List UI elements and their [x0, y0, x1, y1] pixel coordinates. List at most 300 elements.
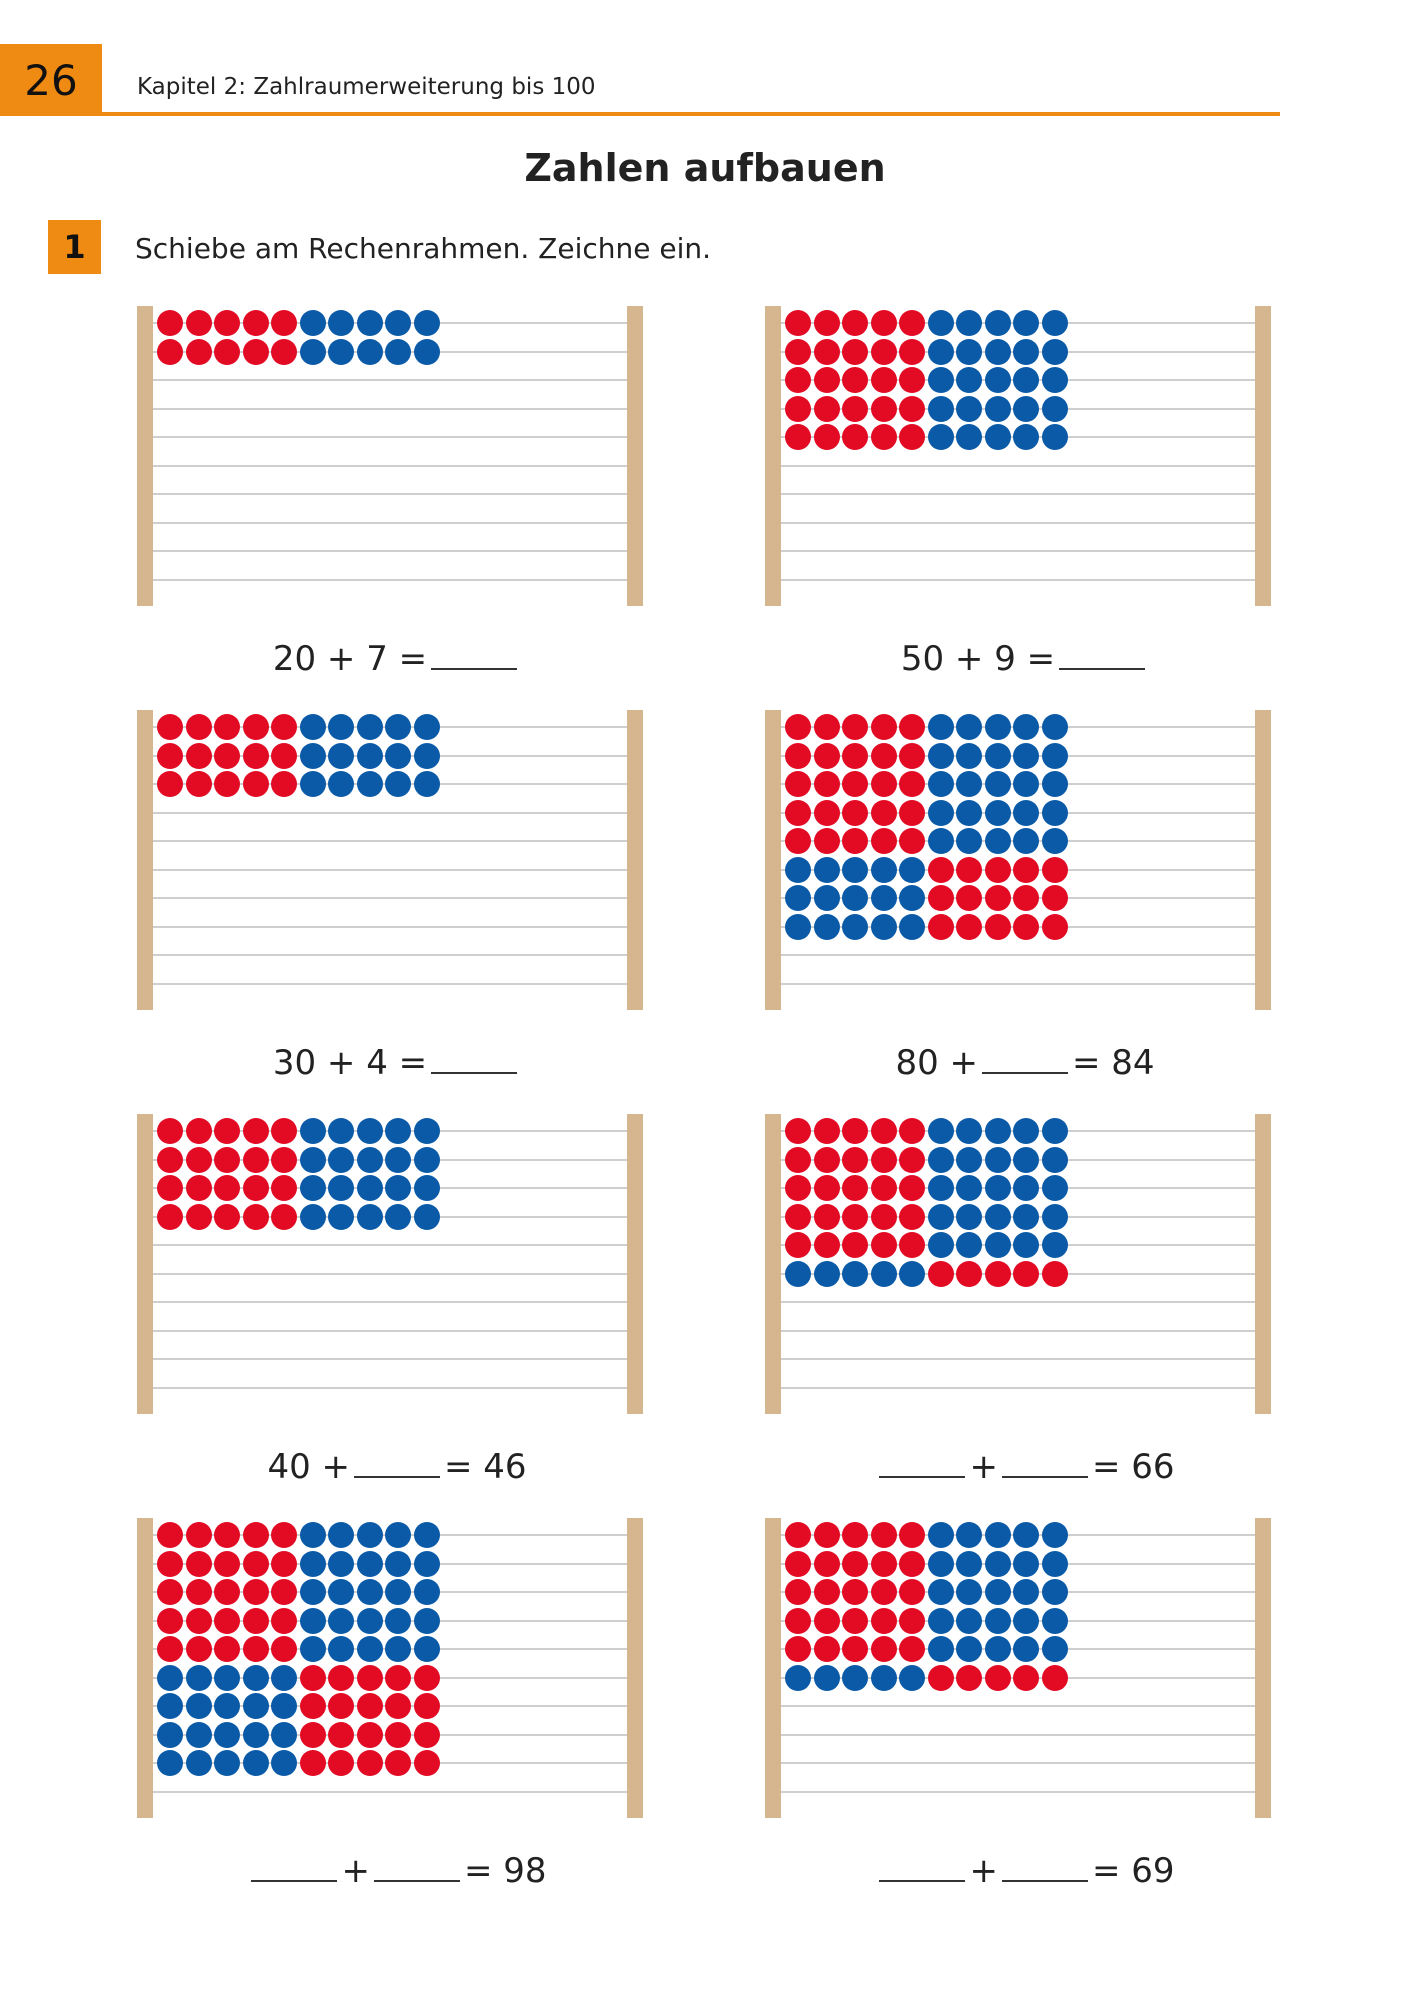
red-bead[interactable] — [1013, 1261, 1039, 1287]
blue-bead[interactable] — [1013, 828, 1039, 854]
blue-bead[interactable] — [928, 310, 954, 336]
blue-bead[interactable] — [186, 1722, 212, 1748]
answer-blank[interactable] — [374, 1850, 460, 1882]
blue-bead[interactable] — [956, 1636, 982, 1662]
blue-bead[interactable] — [300, 1118, 326, 1144]
blue-bead[interactable] — [871, 885, 897, 911]
red-bead[interactable] — [157, 1175, 183, 1201]
blue-bead[interactable] — [1013, 1175, 1039, 1201]
blue-bead[interactable] — [414, 1551, 440, 1577]
red-bead[interactable] — [842, 1579, 868, 1605]
red-bead[interactable] — [785, 1636, 811, 1662]
blue-bead[interactable] — [928, 1608, 954, 1634]
blue-bead[interactable] — [1042, 367, 1068, 393]
red-bead[interactable] — [186, 1147, 212, 1173]
answer-blank[interactable] — [354, 1446, 440, 1478]
red-bead[interactable] — [357, 1693, 383, 1719]
red-bead[interactable] — [871, 424, 897, 450]
red-bead[interactable] — [871, 1175, 897, 1201]
red-bead[interactable] — [985, 1261, 1011, 1287]
red-bead[interactable] — [186, 1118, 212, 1144]
red-bead[interactable] — [1013, 885, 1039, 911]
blue-bead[interactable] — [328, 1608, 354, 1634]
blue-bead[interactable] — [1042, 310, 1068, 336]
red-bead[interactable] — [842, 424, 868, 450]
blue-bead[interactable] — [842, 885, 868, 911]
blue-bead[interactable] — [985, 424, 1011, 450]
red-bead[interactable] — [357, 1722, 383, 1748]
blue-bead[interactable] — [928, 396, 954, 422]
red-bead[interactable] — [271, 1118, 297, 1144]
blue-bead[interactable] — [328, 1118, 354, 1144]
blue-bead[interactable] — [328, 339, 354, 365]
blue-bead[interactable] — [328, 1636, 354, 1662]
blue-bead[interactable] — [928, 424, 954, 450]
red-bead[interactable] — [1042, 1665, 1068, 1691]
blue-bead[interactable] — [1013, 1551, 1039, 1577]
blue-bead[interactable] — [956, 743, 982, 769]
blue-bead[interactable] — [1013, 771, 1039, 797]
blue-bead[interactable] — [985, 1522, 1011, 1548]
red-bead[interactable] — [785, 424, 811, 450]
blue-bead[interactable] — [271, 1750, 297, 1776]
red-bead[interactable] — [785, 1232, 811, 1258]
red-bead[interactable] — [785, 1579, 811, 1605]
blue-bead[interactable] — [928, 367, 954, 393]
blue-bead[interactable] — [414, 1608, 440, 1634]
red-bead[interactable] — [899, 367, 925, 393]
blue-bead[interactable] — [328, 743, 354, 769]
blue-bead[interactable] — [956, 828, 982, 854]
red-bead[interactable] — [814, 367, 840, 393]
red-bead[interactable] — [842, 310, 868, 336]
blue-bead[interactable] — [928, 339, 954, 365]
answer-blank[interactable] — [879, 1850, 965, 1882]
red-bead[interactable] — [785, 310, 811, 336]
blue-bead[interactable] — [385, 1551, 411, 1577]
red-bead[interactable] — [385, 1722, 411, 1748]
blue-bead[interactable] — [1013, 743, 1039, 769]
red-bead[interactable] — [956, 885, 982, 911]
red-bead[interactable] — [271, 1175, 297, 1201]
blue-bead[interactable] — [1042, 714, 1068, 740]
red-bead[interactable] — [300, 1665, 326, 1691]
red-bead[interactable] — [157, 1147, 183, 1173]
blue-bead[interactable] — [1042, 1147, 1068, 1173]
red-bead[interactable] — [1042, 914, 1068, 940]
red-bead[interactable] — [871, 396, 897, 422]
red-bead[interactable] — [842, 1636, 868, 1662]
blue-bead[interactable] — [300, 1608, 326, 1634]
blue-bead[interactable] — [300, 339, 326, 365]
red-bead[interactable] — [157, 1551, 183, 1577]
blue-bead[interactable] — [985, 310, 1011, 336]
red-bead[interactable] — [414, 1665, 440, 1691]
red-bead[interactable] — [899, 828, 925, 854]
red-bead[interactable] — [157, 743, 183, 769]
red-bead[interactable] — [985, 1665, 1011, 1691]
blue-bead[interactable] — [814, 857, 840, 883]
blue-bead[interactable] — [956, 800, 982, 826]
red-bead[interactable] — [814, 828, 840, 854]
red-bead[interactable] — [271, 771, 297, 797]
blue-bead[interactable] — [928, 743, 954, 769]
blue-bead[interactable] — [842, 1665, 868, 1691]
red-bead[interactable] — [157, 714, 183, 740]
blue-bead[interactable] — [1013, 1232, 1039, 1258]
blue-bead[interactable] — [956, 424, 982, 450]
blue-bead[interactable] — [1013, 800, 1039, 826]
blue-bead[interactable] — [243, 1693, 269, 1719]
blue-bead[interactable] — [956, 1551, 982, 1577]
red-bead[interactable] — [842, 1232, 868, 1258]
blue-bead[interactable] — [385, 714, 411, 740]
blue-bead[interactable] — [985, 1118, 1011, 1144]
blue-bead[interactable] — [1013, 367, 1039, 393]
red-bead[interactable] — [186, 1608, 212, 1634]
blue-bead[interactable] — [214, 1750, 240, 1776]
blue-bead[interactable] — [928, 1118, 954, 1144]
red-bead[interactable] — [814, 339, 840, 365]
red-bead[interactable] — [271, 310, 297, 336]
red-bead[interactable] — [871, 714, 897, 740]
red-bead[interactable] — [899, 1232, 925, 1258]
red-bead[interactable] — [814, 1522, 840, 1548]
red-bead[interactable] — [186, 771, 212, 797]
red-bead[interactable] — [243, 1175, 269, 1201]
red-bead[interactable] — [814, 1608, 840, 1634]
red-bead[interactable] — [842, 1608, 868, 1634]
abacus-2[interactable] — [765, 306, 1285, 606]
red-bead[interactable] — [243, 714, 269, 740]
red-bead[interactable] — [899, 1147, 925, 1173]
red-bead[interactable] — [842, 828, 868, 854]
blue-bead[interactable] — [385, 1118, 411, 1144]
red-bead[interactable] — [842, 1204, 868, 1230]
blue-bead[interactable] — [328, 1204, 354, 1230]
blue-bead[interactable] — [357, 339, 383, 365]
red-bead[interactable] — [785, 396, 811, 422]
blue-bead[interactable] — [1013, 339, 1039, 365]
blue-bead[interactable] — [328, 771, 354, 797]
red-bead[interactable] — [871, 1204, 897, 1230]
red-bead[interactable] — [842, 339, 868, 365]
blue-bead[interactable] — [785, 914, 811, 940]
blue-bead[interactable] — [956, 367, 982, 393]
blue-bead[interactable] — [385, 1608, 411, 1634]
blue-bead[interactable] — [956, 339, 982, 365]
blue-bead[interactable] — [928, 771, 954, 797]
red-bead[interactable] — [928, 1261, 954, 1287]
red-bead[interactable] — [956, 914, 982, 940]
blue-bead[interactable] — [157, 1665, 183, 1691]
blue-bead[interactable] — [357, 1118, 383, 1144]
red-bead[interactable] — [385, 1750, 411, 1776]
red-bead[interactable] — [842, 714, 868, 740]
red-bead[interactable] — [814, 310, 840, 336]
blue-bead[interactable] — [985, 1551, 1011, 1577]
blue-bead[interactable] — [271, 1722, 297, 1748]
answer-blank[interactable] — [879, 1446, 965, 1478]
red-bead[interactable] — [871, 367, 897, 393]
blue-bead[interactable] — [357, 1608, 383, 1634]
blue-bead[interactable] — [357, 1522, 383, 1548]
answer-blank[interactable] — [431, 638, 517, 670]
blue-bead[interactable] — [985, 743, 1011, 769]
blue-bead[interactable] — [414, 310, 440, 336]
blue-bead[interactable] — [928, 1147, 954, 1173]
red-bead[interactable] — [842, 1522, 868, 1548]
blue-bead[interactable] — [985, 771, 1011, 797]
red-bead[interactable] — [814, 1175, 840, 1201]
red-bead[interactable] — [842, 1551, 868, 1577]
blue-bead[interactable] — [899, 885, 925, 911]
red-bead[interactable] — [814, 771, 840, 797]
blue-bead[interactable] — [414, 1636, 440, 1662]
blue-bead[interactable] — [1013, 714, 1039, 740]
blue-bead[interactable] — [814, 914, 840, 940]
red-bead[interactable] — [271, 1608, 297, 1634]
blue-bead[interactable] — [157, 1750, 183, 1776]
red-bead[interactable] — [899, 1204, 925, 1230]
red-bead[interactable] — [357, 1750, 383, 1776]
blue-bead[interactable] — [985, 1579, 1011, 1605]
red-bead[interactable] — [785, 714, 811, 740]
blue-bead[interactable] — [271, 1665, 297, 1691]
red-bead[interactable] — [785, 339, 811, 365]
blue-bead[interactable] — [1042, 800, 1068, 826]
red-bead[interactable] — [214, 310, 240, 336]
blue-bead[interactable] — [300, 1204, 326, 1230]
answer-blank[interactable] — [1002, 1850, 1088, 1882]
blue-bead[interactable] — [1042, 339, 1068, 365]
red-bead[interactable] — [871, 771, 897, 797]
blue-bead[interactable] — [928, 1204, 954, 1230]
abacus-4[interactable] — [765, 710, 1285, 1010]
blue-bead[interactable] — [300, 1147, 326, 1173]
blue-bead[interactable] — [814, 885, 840, 911]
blue-bead[interactable] — [956, 771, 982, 797]
blue-bead[interactable] — [214, 1693, 240, 1719]
blue-bead[interactable] — [928, 800, 954, 826]
blue-bead[interactable] — [842, 1261, 868, 1287]
blue-bead[interactable] — [1013, 1579, 1039, 1605]
blue-bead[interactable] — [300, 1551, 326, 1577]
blue-bead[interactable] — [985, 367, 1011, 393]
blue-bead[interactable] — [1013, 1204, 1039, 1230]
blue-bead[interactable] — [842, 857, 868, 883]
blue-bead[interactable] — [1042, 1204, 1068, 1230]
blue-bead[interactable] — [985, 1147, 1011, 1173]
red-bead[interactable] — [214, 1204, 240, 1230]
blue-bead[interactable] — [157, 1693, 183, 1719]
red-bead[interactable] — [214, 771, 240, 797]
red-bead[interactable] — [785, 1608, 811, 1634]
red-bead[interactable] — [414, 1722, 440, 1748]
blue-bead[interactable] — [842, 914, 868, 940]
red-bead[interactable] — [842, 771, 868, 797]
red-bead[interactable] — [271, 1147, 297, 1173]
red-bead[interactable] — [271, 339, 297, 365]
red-bead[interactable] — [357, 1665, 383, 1691]
answer-blank[interactable] — [251, 1850, 337, 1882]
abacus-7[interactable] — [137, 1518, 657, 1818]
red-bead[interactable] — [814, 1118, 840, 1144]
red-bead[interactable] — [985, 885, 1011, 911]
blue-bead[interactable] — [928, 1522, 954, 1548]
red-bead[interactable] — [842, 396, 868, 422]
blue-bead[interactable] — [785, 1261, 811, 1287]
blue-bead[interactable] — [186, 1665, 212, 1691]
blue-bead[interactable] — [1013, 1147, 1039, 1173]
red-bead[interactable] — [785, 1175, 811, 1201]
blue-bead[interactable] — [414, 743, 440, 769]
blue-bead[interactable] — [1042, 1522, 1068, 1548]
blue-bead[interactable] — [956, 1175, 982, 1201]
blue-bead[interactable] — [956, 1522, 982, 1548]
blue-bead[interactable] — [956, 1232, 982, 1258]
red-bead[interactable] — [271, 1204, 297, 1230]
red-bead[interactable] — [414, 1693, 440, 1719]
blue-bead[interactable] — [357, 1175, 383, 1201]
blue-bead[interactable] — [385, 1147, 411, 1173]
blue-bead[interactable] — [385, 771, 411, 797]
red-bead[interactable] — [928, 914, 954, 940]
blue-bead[interactable] — [1042, 1232, 1068, 1258]
blue-bead[interactable] — [814, 1665, 840, 1691]
red-bead[interactable] — [214, 1551, 240, 1577]
red-bead[interactable] — [157, 771, 183, 797]
blue-bead[interactable] — [1013, 1608, 1039, 1634]
red-bead[interactable] — [899, 743, 925, 769]
red-bead[interactable] — [785, 1147, 811, 1173]
blue-bead[interactable] — [985, 396, 1011, 422]
blue-bead[interactable] — [328, 1579, 354, 1605]
blue-bead[interactable] — [385, 310, 411, 336]
red-bead[interactable] — [899, 1175, 925, 1201]
blue-bead[interactable] — [899, 1665, 925, 1691]
red-bead[interactable] — [271, 1636, 297, 1662]
blue-bead[interactable] — [899, 857, 925, 883]
red-bead[interactable] — [871, 339, 897, 365]
blue-bead[interactable] — [414, 339, 440, 365]
blue-bead[interactable] — [928, 1579, 954, 1605]
blue-bead[interactable] — [956, 714, 982, 740]
red-bead[interactable] — [186, 1551, 212, 1577]
red-bead[interactable] — [899, 339, 925, 365]
blue-bead[interactable] — [956, 1204, 982, 1230]
blue-bead[interactable] — [956, 1147, 982, 1173]
blue-bead[interactable] — [300, 1636, 326, 1662]
blue-bead[interactable] — [300, 1522, 326, 1548]
answer-blank[interactable] — [431, 1042, 517, 1074]
blue-bead[interactable] — [871, 1665, 897, 1691]
red-bead[interactable] — [814, 800, 840, 826]
red-bead[interactable] — [899, 800, 925, 826]
red-bead[interactable] — [871, 1232, 897, 1258]
red-bead[interactable] — [871, 828, 897, 854]
red-bead[interactable] — [785, 771, 811, 797]
red-bead[interactable] — [1013, 914, 1039, 940]
red-bead[interactable] — [814, 1204, 840, 1230]
blue-bead[interactable] — [985, 1636, 1011, 1662]
blue-bead[interactable] — [300, 1175, 326, 1201]
red-bead[interactable] — [899, 396, 925, 422]
blue-bead[interactable] — [985, 1232, 1011, 1258]
red-bead[interactable] — [214, 339, 240, 365]
blue-bead[interactable] — [871, 857, 897, 883]
blue-bead[interactable] — [385, 1522, 411, 1548]
red-bead[interactable] — [899, 1579, 925, 1605]
blue-bead[interactable] — [243, 1750, 269, 1776]
blue-bead[interactable] — [385, 1204, 411, 1230]
abacus-5[interactable] — [137, 1114, 657, 1414]
blue-bead[interactable] — [357, 743, 383, 769]
blue-bead[interactable] — [357, 771, 383, 797]
red-bead[interactable] — [243, 771, 269, 797]
red-bead[interactable] — [785, 800, 811, 826]
blue-bead[interactable] — [357, 1551, 383, 1577]
blue-bead[interactable] — [956, 1608, 982, 1634]
blue-bead[interactable] — [385, 743, 411, 769]
abacus-1[interactable] — [137, 306, 657, 606]
blue-bead[interactable] — [186, 1750, 212, 1776]
red-bead[interactable] — [785, 1551, 811, 1577]
blue-bead[interactable] — [414, 1522, 440, 1548]
red-bead[interactable] — [842, 800, 868, 826]
red-bead[interactable] — [157, 1118, 183, 1144]
blue-bead[interactable] — [1042, 828, 1068, 854]
blue-bead[interactable] — [1042, 1551, 1068, 1577]
blue-bead[interactable] — [785, 885, 811, 911]
blue-bead[interactable] — [414, 1175, 440, 1201]
blue-bead[interactable] — [985, 714, 1011, 740]
blue-bead[interactable] — [1013, 1118, 1039, 1144]
red-bead[interactable] — [157, 1636, 183, 1662]
blue-bead[interactable] — [785, 1665, 811, 1691]
red-bead[interactable] — [214, 714, 240, 740]
blue-bead[interactable] — [899, 914, 925, 940]
red-bead[interactable] — [1042, 1261, 1068, 1287]
red-bead[interactable] — [814, 1636, 840, 1662]
blue-bead[interactable] — [214, 1722, 240, 1748]
red-bead[interactable] — [271, 1551, 297, 1577]
red-bead[interactable] — [985, 914, 1011, 940]
blue-bead[interactable] — [1042, 1579, 1068, 1605]
blue-bead[interactable] — [956, 396, 982, 422]
red-bead[interactable] — [243, 1118, 269, 1144]
blue-bead[interactable] — [271, 1693, 297, 1719]
red-bead[interactable] — [871, 1551, 897, 1577]
red-bead[interactable] — [928, 1665, 954, 1691]
blue-bead[interactable] — [1013, 396, 1039, 422]
red-bead[interactable] — [214, 1608, 240, 1634]
red-bead[interactable] — [956, 857, 982, 883]
red-bead[interactable] — [842, 367, 868, 393]
blue-bead[interactable] — [985, 800, 1011, 826]
red-bead[interactable] — [871, 1608, 897, 1634]
blue-bead[interactable] — [1042, 424, 1068, 450]
blue-bead[interactable] — [1042, 771, 1068, 797]
blue-bead[interactable] — [985, 339, 1011, 365]
blue-bead[interactable] — [414, 1204, 440, 1230]
red-bead[interactable] — [243, 743, 269, 769]
red-bead[interactable] — [186, 1175, 212, 1201]
red-bead[interactable] — [899, 310, 925, 336]
blue-bead[interactable] — [1042, 1636, 1068, 1662]
blue-bead[interactable] — [357, 714, 383, 740]
red-bead[interactable] — [842, 1118, 868, 1144]
